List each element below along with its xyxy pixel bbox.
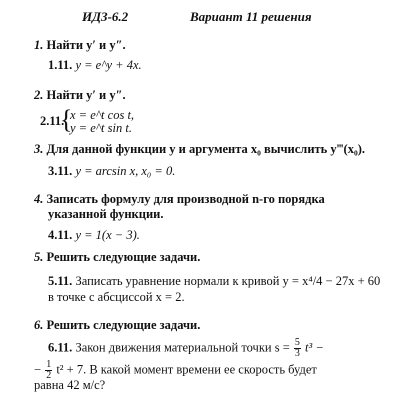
task-6-number: 6. [34, 318, 44, 332]
task-5-line-1: Записать уравнение нормали к кривой y = x⁴/4 − 27x + 60 [75, 274, 381, 288]
fraction-5-3-denominator: 3 [294, 348, 300, 359]
task-3-formula: y = arcsin x, x₀ = 0. [75, 164, 176, 178]
task-5-text: Решить следующие задачи. [46, 250, 201, 264]
task-4-formula: y = 1(x − 3). [75, 228, 140, 242]
task-4-number: 4. [34, 192, 44, 206]
task-1-item [48, 58, 142, 72]
task-6-line-3: равна 42 м/с? [34, 378, 106, 392]
task-5-item [48, 274, 380, 288]
task-5-number: 5. [34, 250, 44, 264]
task-2-number: 2. [34, 88, 44, 102]
task-4-text: Записать формулу для производной n-го порядка [46, 192, 325, 206]
task-6-item-number: 6.11. [48, 340, 73, 355]
task-6-text: Решить следующие задачи. [46, 318, 201, 332]
task-6-heading [34, 318, 200, 332]
fraction-5-3-numerator: 5 [294, 337, 300, 348]
task-4-item [48, 228, 140, 242]
task-1-formula: y = e^y + 4x. [75, 58, 142, 72]
task-6-line-2a: − [34, 362, 42, 377]
task-1-heading [34, 38, 126, 52]
task-6-item [48, 338, 324, 359]
doc-variant: Вариант 11 решения [190, 9, 312, 24]
task-5-line-2: в точке с абсциссой x = 2. [48, 290, 185, 304]
fraction-1-2-numerator: 1 [46, 359, 52, 370]
task-4-item-number: 4.11. [48, 228, 73, 242]
task-3-item [48, 164, 175, 178]
task-1-item-number: 1.11. [48, 58, 73, 72]
task-2-heading [34, 88, 126, 102]
task-1-number: 1. [34, 38, 44, 52]
task-3-item-number: 3.11. [48, 164, 73, 178]
task-2-line-1: x = e^t cos t, [70, 108, 135, 122]
system-brace-icon: { [60, 105, 73, 134]
doc-title: ИДЗ-6.2 [82, 9, 129, 24]
task-4-text-2: указанной функции. [48, 207, 164, 221]
task-2-text: Найти y′ и y″. [46, 88, 126, 102]
task-3-text: Для данной функции y и аргумента x₀ вычислить y‴(x₀). [46, 142, 365, 156]
task-6-line-2b: t² + 7. В какой момент времени ее скорость будет [56, 362, 317, 377]
task-2-line-2: y = e^t sin t. [70, 121, 132, 135]
fraction-1-2-denominator: 2 [46, 370, 52, 381]
task-3-heading [34, 142, 365, 156]
task-3-number: 3. [34, 142, 44, 156]
task-2-item-number: 2.11. [40, 114, 65, 128]
task-1-text: Найти y′ и y″. [46, 38, 126, 52]
task-4-heading [34, 192, 325, 206]
task-6-line-1a: Закон движения материальной точки s = [75, 340, 290, 355]
task-6-line-1b: t³ − [305, 340, 324, 355]
task-5-heading [34, 250, 200, 264]
fraction-5-3 [294, 338, 301, 359]
task-5-item-number: 5.11. [48, 274, 73, 288]
